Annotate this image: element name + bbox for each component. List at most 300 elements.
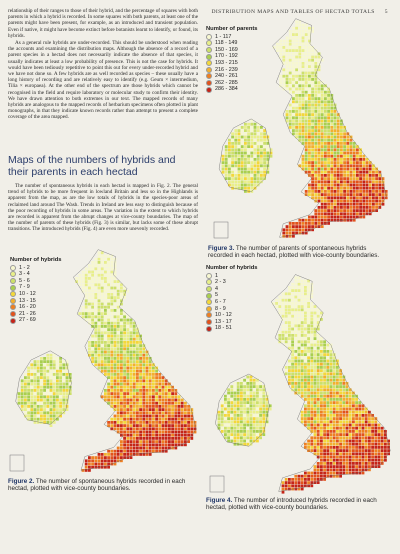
hectad-cell xyxy=(311,59,314,62)
legend-label: 262 - 285 xyxy=(215,79,238,86)
hectad-cell xyxy=(247,152,250,155)
hectad-cell xyxy=(101,251,104,254)
hectad-cell xyxy=(346,161,349,164)
hectad-cell xyxy=(295,116,298,119)
hectad-cell xyxy=(381,427,384,430)
hectad-cell xyxy=(374,452,377,455)
hectad-cell xyxy=(110,267,113,270)
hectad-cell xyxy=(123,437,126,440)
hectad-cell xyxy=(221,417,224,420)
hectad-cell xyxy=(117,389,120,392)
hectad-cell xyxy=(282,308,285,311)
hectad-cell xyxy=(305,155,308,158)
hectad-cell xyxy=(162,418,165,421)
hectad-cell xyxy=(320,398,323,401)
hectad-cell xyxy=(107,383,110,386)
hectad-cell xyxy=(292,62,295,65)
hectad-cell xyxy=(149,447,152,450)
hectad-cell xyxy=(94,347,97,350)
hectad-cell xyxy=(98,283,101,286)
hectad-cell xyxy=(318,171,321,174)
hectad-cell xyxy=(358,440,361,443)
hectad-cell xyxy=(123,395,126,398)
hectad-cell xyxy=(326,468,329,471)
hectad-cell xyxy=(110,277,113,280)
hectad-cell xyxy=(101,306,104,309)
hectad-cell xyxy=(326,366,329,369)
hectad-cell xyxy=(247,136,250,139)
hectad-cell xyxy=(382,190,385,193)
hectad-cell xyxy=(304,392,307,395)
hectad-cell xyxy=(298,94,301,97)
hectad-cell xyxy=(120,386,123,389)
hectad-cell xyxy=(34,370,37,373)
hectad-cell xyxy=(126,427,129,430)
legend-label: 21 - 26 xyxy=(19,310,36,317)
hectad-cell xyxy=(288,318,291,321)
hectad-cell xyxy=(126,411,129,414)
hectad-cell xyxy=(314,216,317,219)
hectad-cell xyxy=(295,120,298,123)
hectad-cell xyxy=(314,49,317,52)
hectad-cell xyxy=(56,408,59,411)
hectad-cell xyxy=(146,392,149,395)
hectad-cell xyxy=(94,325,97,328)
hectad-cell xyxy=(56,389,59,392)
hectad-cell xyxy=(311,142,314,145)
hectad-cell xyxy=(317,414,320,417)
hectad-cell xyxy=(355,440,358,443)
hectad-cell xyxy=(305,84,308,87)
hectad-cell xyxy=(27,405,30,408)
hectad-cell xyxy=(298,110,301,113)
hectad-cell xyxy=(107,363,110,366)
hectad-cell xyxy=(340,152,343,155)
legend-label: 8 - 9 xyxy=(215,305,226,312)
hectad-cell xyxy=(24,383,27,386)
legend-label: 216 - 239 xyxy=(215,66,238,73)
hectad-cell xyxy=(323,388,326,391)
hectad-cell xyxy=(333,472,336,475)
hectad-cell xyxy=(304,398,307,401)
hectad-cell xyxy=(327,91,330,94)
hectad-cell xyxy=(237,411,240,414)
hectad-cell xyxy=(310,324,313,327)
hectad-cell xyxy=(353,190,356,193)
hectad-cell xyxy=(130,354,133,357)
hectad-cell xyxy=(307,363,310,366)
hectad-cell xyxy=(247,158,250,161)
hectad-cell xyxy=(142,415,145,418)
hectad-cell xyxy=(356,180,359,183)
hectad-cell xyxy=(343,129,346,132)
hectad-cell xyxy=(334,180,337,183)
hectad-cell xyxy=(94,306,97,309)
hectad-cell xyxy=(292,110,295,113)
hectad-cell xyxy=(250,187,253,190)
hectad-cell xyxy=(126,373,129,376)
hectad-cell xyxy=(291,344,294,347)
hectad-cell xyxy=(371,433,374,436)
hectad-cell xyxy=(238,129,241,132)
hectad-cell xyxy=(358,468,361,471)
hectad-cell xyxy=(288,334,291,337)
hectad-cell xyxy=(56,418,59,421)
hectad-cell xyxy=(246,388,249,391)
hectad-cell xyxy=(98,271,101,274)
hectad-cell xyxy=(120,360,123,363)
hectad-cell xyxy=(136,447,139,450)
hectad-cell xyxy=(294,369,297,372)
hectad-cell xyxy=(336,427,339,430)
hectad-cell xyxy=(339,385,342,388)
hectad-cell xyxy=(323,401,326,404)
hectad-cell xyxy=(43,418,46,421)
hectad-cell xyxy=(123,434,126,437)
hectad-cell xyxy=(228,152,231,155)
hectad-cell xyxy=(320,424,323,427)
hectad-cell xyxy=(318,155,321,158)
hectad-cell xyxy=(158,411,161,414)
hectad-cell xyxy=(307,395,310,398)
hectad-cell xyxy=(336,408,339,411)
hectad-cell xyxy=(307,321,310,324)
hectad-cell xyxy=(190,437,193,440)
hectad-cell xyxy=(358,417,361,420)
hectad-cell xyxy=(342,411,345,414)
hectad-cell xyxy=(330,408,333,411)
hectad-cell xyxy=(282,56,285,59)
hectad-cell xyxy=(37,418,40,421)
hectad-cell xyxy=(43,408,46,411)
hectad-cell xyxy=(304,404,307,407)
hectad-cell xyxy=(301,280,304,283)
hectad-cell xyxy=(362,193,365,196)
hectad-cell xyxy=(152,411,155,414)
hectad-cell xyxy=(66,379,69,382)
hectad-cell xyxy=(133,443,136,446)
hectad-cell xyxy=(168,405,171,408)
hectad-cell xyxy=(146,415,149,418)
hectad-cell xyxy=(305,24,308,27)
hectad-cell xyxy=(66,389,69,392)
hectad-cell xyxy=(358,446,361,449)
hectad-cell xyxy=(158,379,161,382)
hectad-cell xyxy=(146,447,149,450)
hectad-cell xyxy=(314,132,317,135)
hectad-cell xyxy=(257,132,260,135)
hectad-cell xyxy=(114,367,117,370)
hectad-cell xyxy=(256,404,259,407)
hectad-cell xyxy=(243,404,246,407)
hectad-cell xyxy=(230,430,233,433)
hectad-cell xyxy=(101,258,104,261)
hectad-cell xyxy=(234,177,237,180)
hectad-cell xyxy=(314,478,317,481)
hectad-cell xyxy=(27,383,30,386)
hectad-cell xyxy=(355,449,358,452)
hectad-cell xyxy=(310,382,313,385)
hectad-cell xyxy=(305,27,308,30)
hectad-cell xyxy=(327,100,330,103)
hectad-cell xyxy=(241,164,244,167)
hectad-cell xyxy=(110,351,113,354)
hectad-cell xyxy=(136,341,139,344)
hectad-cell xyxy=(294,296,297,299)
hectad-cell xyxy=(336,404,339,407)
hectad-cell xyxy=(314,360,317,363)
hectad-cell xyxy=(307,376,310,379)
hectad-cell xyxy=(142,360,145,363)
hectad-cell xyxy=(327,120,330,123)
hectad-cell xyxy=(320,414,323,417)
hectad-cell xyxy=(314,420,317,423)
hectad-cell xyxy=(349,462,352,465)
hectad-cell xyxy=(104,271,107,274)
hectad-cell xyxy=(279,84,282,87)
hectad-cell xyxy=(101,453,104,456)
hectad-cell xyxy=(317,449,320,452)
hectad-cell xyxy=(91,456,94,459)
hectad-cell xyxy=(349,436,352,439)
hectad-cell xyxy=(327,164,330,167)
hectad-cell xyxy=(356,148,359,151)
hectad-cell xyxy=(320,395,323,398)
hectad-cell xyxy=(133,357,136,360)
hectad-cell xyxy=(295,33,298,36)
hectad-cell xyxy=(234,145,237,148)
hectad-cell xyxy=(324,116,327,119)
hectad-cell xyxy=(250,436,253,439)
hectad-cell xyxy=(158,405,161,408)
hectad-cell xyxy=(366,180,369,183)
hectad-cell xyxy=(155,405,158,408)
hectad-cell xyxy=(291,321,294,324)
hectad-cell xyxy=(334,142,337,145)
hectad-cell xyxy=(323,385,326,388)
hectad-cell xyxy=(295,36,298,39)
hectad-cell xyxy=(353,184,356,187)
hectad-cell xyxy=(253,408,256,411)
hectad-cell xyxy=(152,421,155,424)
hectad-cell xyxy=(375,187,378,190)
hectad-cell xyxy=(110,296,113,299)
hectad-cell xyxy=(246,395,249,398)
hectad-cell xyxy=(298,78,301,81)
hectad-cell xyxy=(184,411,187,414)
hectad-cell xyxy=(98,325,101,328)
hectad-cell xyxy=(282,78,285,81)
hectad-cell xyxy=(308,171,311,174)
hectad-cell xyxy=(162,424,165,427)
hectad-cell xyxy=(317,475,320,478)
hectad-cell xyxy=(305,116,308,119)
hectad-cell xyxy=(317,334,320,337)
hectad-cell xyxy=(337,148,340,151)
hectad-cell xyxy=(321,123,324,126)
hectad-cell xyxy=(330,136,333,139)
hectad-cell xyxy=(305,225,308,228)
hectad-cell xyxy=(155,402,158,405)
hectad-cell xyxy=(378,430,381,433)
hectad-cell xyxy=(342,430,345,433)
hectad-cell xyxy=(21,402,24,405)
hectad-cell xyxy=(282,302,285,305)
hectad-cell xyxy=(276,43,279,46)
hectad-cell xyxy=(117,293,120,296)
hectad-cell xyxy=(337,161,340,164)
hectad-cell xyxy=(289,228,292,231)
hectad-cell xyxy=(133,418,136,421)
hectad-cell xyxy=(378,184,381,187)
hectad-cell xyxy=(152,383,155,386)
hectad-cell xyxy=(187,415,190,418)
hectad-cell xyxy=(289,113,292,116)
hectad-cell xyxy=(327,206,330,209)
hectad-cell xyxy=(304,337,307,340)
hectad-cell xyxy=(110,290,113,293)
hectad-cell xyxy=(352,459,355,462)
hectad-cell xyxy=(53,379,56,382)
hectad-cell xyxy=(256,382,259,385)
hectad-cell xyxy=(155,424,158,427)
hectad-cell xyxy=(30,402,33,405)
hectad-cell xyxy=(104,264,107,267)
hectad-cell xyxy=(375,200,378,203)
hectad-cell xyxy=(107,360,110,363)
hectad-cell xyxy=(174,399,177,402)
hectad-cell xyxy=(259,392,262,395)
hectad-cell xyxy=(43,363,46,366)
hectad-cell xyxy=(247,123,250,126)
hectad-cell xyxy=(88,463,91,466)
hectad-cell xyxy=(136,427,139,430)
hectad-cell xyxy=(43,389,46,392)
hectad-cell xyxy=(301,372,304,375)
hectad-cell xyxy=(117,373,120,376)
hectad-cell xyxy=(298,312,301,315)
hectad-cell xyxy=(110,373,113,376)
hectad-cell xyxy=(133,447,136,450)
hectad-cell xyxy=(246,433,249,436)
hectad-cell xyxy=(298,478,301,481)
hectad-cell xyxy=(253,404,256,407)
hectad-cell xyxy=(333,440,336,443)
hectad-cell xyxy=(340,161,343,164)
hectad-cell xyxy=(294,475,297,478)
hectad-cell xyxy=(288,305,291,308)
hectad-cell xyxy=(136,379,139,382)
hectad-cell xyxy=(27,399,30,402)
hectad-cell xyxy=(298,88,301,91)
hectad-cell xyxy=(260,158,263,161)
hectad-cell xyxy=(339,459,342,462)
hectad-cell xyxy=(139,405,142,408)
hectad-cell xyxy=(358,452,361,455)
hectad-cell xyxy=(260,126,263,129)
hectad-cell xyxy=(308,120,311,123)
hectad-cell xyxy=(107,395,110,398)
hectad-cell xyxy=(318,113,321,116)
hectad-cell xyxy=(301,283,304,286)
hectad-cell xyxy=(365,427,368,430)
hectad-cell xyxy=(343,136,346,139)
hectad-cell xyxy=(152,443,155,446)
hectad-cell xyxy=(46,386,49,389)
hectad-cell xyxy=(285,308,288,311)
hectad-cell xyxy=(334,152,337,155)
hectad-cell xyxy=(237,385,240,388)
hectad-cell xyxy=(308,126,311,129)
hectad-cell xyxy=(311,145,314,148)
hectad-cell xyxy=(98,299,101,302)
hectad-cell xyxy=(374,424,377,427)
hectad-cell xyxy=(34,363,37,366)
hectad-cell xyxy=(289,59,292,62)
hectad-cell xyxy=(282,481,285,484)
hectad-cell xyxy=(298,283,301,286)
hectad-cell xyxy=(62,363,65,366)
hectad-cell xyxy=(59,386,62,389)
hectad-cell xyxy=(285,481,288,484)
hectad-cell xyxy=(155,434,158,437)
hectad-cell xyxy=(117,421,120,424)
hectad-cell xyxy=(307,289,310,292)
hectad-cell xyxy=(321,184,324,187)
hectad-cell xyxy=(318,206,321,209)
hectad-cell xyxy=(362,456,365,459)
hectad-cell xyxy=(126,443,129,446)
hectad-cell xyxy=(320,347,323,350)
hectad-cell xyxy=(53,367,56,370)
hectad-cell xyxy=(333,433,336,436)
hectad-cell xyxy=(117,395,120,398)
hectad-cell xyxy=(126,421,129,424)
hectad-cell xyxy=(324,212,327,215)
hectad-cell xyxy=(117,392,120,395)
hectad-cell xyxy=(288,289,291,292)
hectad-cell xyxy=(244,171,247,174)
hectad-cell xyxy=(356,152,359,155)
hectad-cell xyxy=(88,299,91,302)
hectad-cell xyxy=(346,184,349,187)
hectad-cell xyxy=(285,318,288,321)
hectad-cell xyxy=(336,366,339,369)
hectad-cell xyxy=(126,389,129,392)
hectad-cell xyxy=(279,78,282,81)
hectad-cell xyxy=(295,100,298,103)
hectad-cell xyxy=(123,450,126,453)
hectad-cell xyxy=(221,408,224,411)
hectad-cell xyxy=(114,335,117,338)
hectad-cell xyxy=(117,386,120,389)
hectad-cell xyxy=(146,408,149,411)
hectad-cell xyxy=(298,356,301,359)
hectad-cell xyxy=(91,290,94,293)
hectad-cell xyxy=(339,379,342,382)
hectad-cell xyxy=(43,395,46,398)
hectad-cell xyxy=(34,386,37,389)
hectad-cell xyxy=(339,388,342,391)
hectad-cell xyxy=(324,152,327,155)
hectad-cell xyxy=(227,388,230,391)
hectad-cell xyxy=(333,420,336,423)
hectad-cell xyxy=(334,187,337,190)
hectad-cell xyxy=(330,200,333,203)
hectad-cell xyxy=(240,414,243,417)
hectad-cell xyxy=(294,366,297,369)
hectad-cell xyxy=(314,219,317,222)
